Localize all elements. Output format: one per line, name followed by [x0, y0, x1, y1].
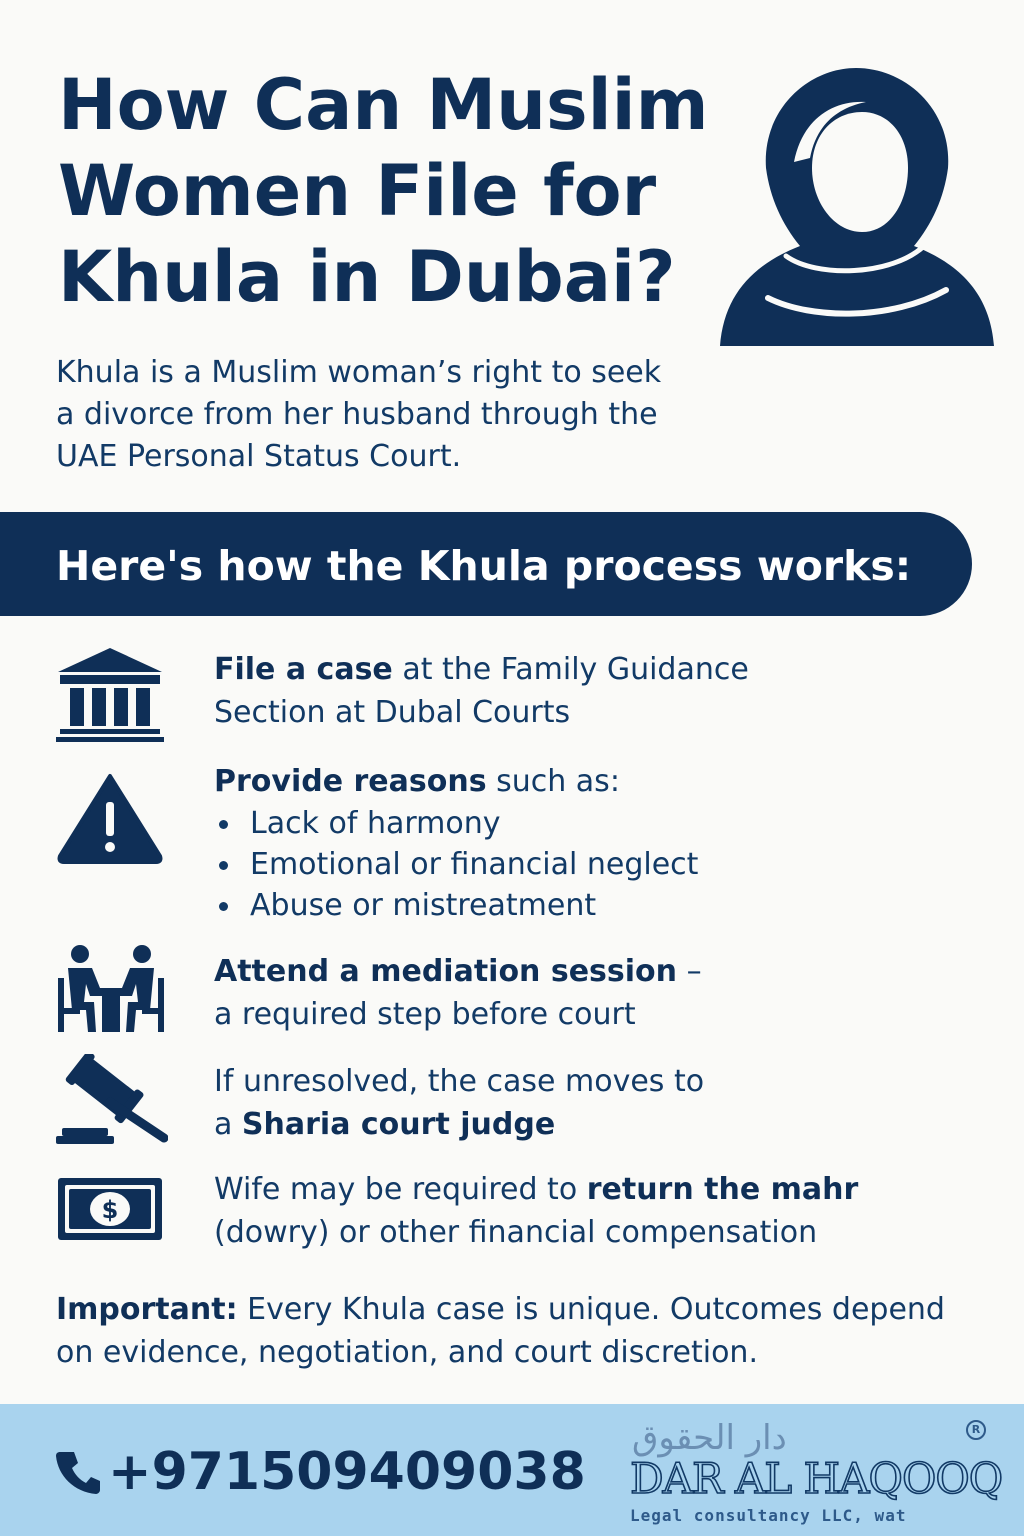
important-label: Important: [56, 1292, 238, 1327]
step-court-pre: a [214, 1107, 242, 1142]
step-file-case-text [214, 648, 749, 734]
list-item: Emotional or financial neglect [214, 844, 698, 885]
step-file-case-bold: File a case [214, 652, 393, 687]
mediation-icon [56, 944, 166, 1034]
warning-icon [56, 770, 164, 864]
important-note [56, 1288, 1006, 1374]
intro-paragraph [56, 352, 716, 478]
step-mediation-line-2: a required step before court [214, 997, 636, 1032]
step-sharia-court-text [214, 1060, 704, 1146]
title-line-3: Khula in Dubai? [58, 236, 676, 318]
money-icon [56, 1176, 164, 1242]
step-mahr-bold: return the mahr [586, 1172, 859, 1207]
list-item: Abuse or mistreatment [214, 885, 698, 926]
step-reasons-bold: Provide reasons [214, 764, 487, 799]
woman-hijab-icon [716, 50, 998, 350]
logo-tagline: Legal consultancy LLC, wat [630, 1506, 907, 1525]
courthouse-icon [56, 646, 164, 742]
important-line-2: on evidence, negotiation, and court discretion. [56, 1335, 758, 1370]
logo-arabic-wordmark: دار الحقوق [632, 1418, 787, 1458]
intro-line-3: UAE Personal Status Court. [56, 439, 462, 474]
phone-icon [56, 1450, 100, 1494]
company-logo [628, 1418, 1003, 1530]
step-file-case-line-2: Section at Dubal Courts [214, 695, 571, 730]
step-file-case-rest: at the Family Guidance [392, 652, 749, 687]
step-reasons-rest: such as: [486, 764, 620, 799]
important-rest: Every Khula case is unique. Outcomes depend [237, 1292, 945, 1327]
process-heading: Here's how the Khula process works: [56, 542, 912, 590]
phone-number[interactable]: +971509409038 [108, 1442, 586, 1502]
gavel-icon [56, 1054, 168, 1146]
title-line-2: Women File for [58, 150, 657, 232]
step-court-bold: Sharia court judge [241, 1107, 556, 1142]
svg-text:$: $ [101, 1196, 119, 1224]
list-item: Lack of harmony [214, 803, 698, 844]
step-return-mahr-text [214, 1168, 858, 1254]
step-mediation-bold: Attend a mediation session [214, 954, 678, 989]
intro-line-2: a divorce from her husband through the [56, 397, 658, 432]
step-mahr-pre: Wife may be required to [214, 1172, 587, 1207]
process-banner [0, 512, 972, 616]
intro-line-1: Khula is a Muslim woman’s right to seek [56, 355, 662, 390]
logo-name: DAR AL HAQOOQ [630, 1454, 1003, 1503]
step-provide-reasons-text [214, 760, 698, 926]
reasons-list [214, 803, 698, 926]
footer [0, 1404, 1024, 1536]
step-mahr-line-2: (dowry) or other financial compensation [214, 1215, 818, 1250]
step-court-line-1: If unresolved, the case moves to [214, 1064, 705, 1099]
title-line-1: How Can Muslim [58, 64, 709, 146]
step-mediation-rest: – [677, 954, 702, 989]
step-mediation-text [214, 950, 702, 1036]
registered-mark: R [966, 1420, 986, 1440]
page-title [58, 62, 738, 320]
